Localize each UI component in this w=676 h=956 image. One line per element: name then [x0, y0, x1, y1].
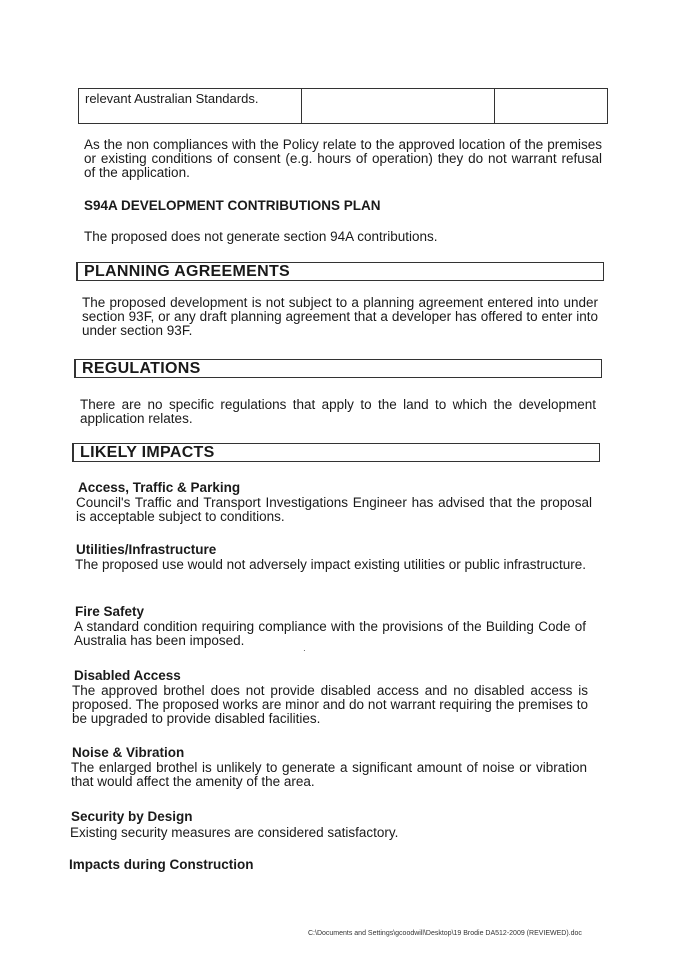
impact-heading: Impacts during Construction	[69, 857, 254, 872]
regulations-section-header	[74, 359, 602, 378]
table-cell	[302, 89, 495, 124]
impact-heading: Utilities/Infrastructure	[76, 542, 217, 557]
planning-agreements-paragraph: The proposed development is not subject to a planning agreement entered into under section 93F, or any draft planning agreement that a developer has offered to enter into under section 93F.	[82, 295, 598, 338]
impact-text: The enlarged brothel is unlikely to generate a significant amount of noise or vibration that would affect the amenity of the area.	[71, 760, 587, 789]
planning-agreements-section-header	[76, 262, 604, 281]
non-compliance-paragraph: As the non compliances with the Policy relate to the approved location of the premises or existing conditions of consent (e.g. hours of operation) they do not warrant refusal of the application.	[84, 137, 602, 180]
s94a-paragraph: The proposed does not generate section 94A contributions.	[84, 229, 438, 244]
impact-text: A standard condition requiring compliance with the provisions of the Building Code of Australia has been imposed.	[74, 619, 586, 648]
impact-heading: Access, Traffic & Parking	[78, 480, 241, 495]
likely-impacts-section-header	[72, 443, 600, 462]
planning-agreements-title: PLANNING AGREEMENTS	[84, 263, 291, 280]
regulations-title: REGULATIONS	[82, 360, 201, 377]
impact-text: The proposed use would not adversely impact existing utilities or public infrastructure.	[75, 557, 587, 572]
impact-text: Existing security measures are considered satisfactory.	[70, 825, 399, 840]
impact-heading: Fire Safety	[75, 604, 145, 619]
likely-impacts-title: LIKELY IMPACTS	[80, 444, 215, 461]
stray-dot-mark: ·	[303, 646, 306, 655]
s94a-heading: S94A DEVELOPMENT CONTRIBUTIONS PLAN	[84, 198, 381, 213]
impact-heading: Noise & Vibration	[72, 745, 185, 760]
footer-file-path: C:\Documents and Settings\gcoodwill\Desktop\19 Brodie DA512-2009 (REVIEWED).doc	[308, 930, 582, 937]
impact-text: Council's Traffic and Transport Investigations Engineer has advised that the proposal is acceptable subject to conditions.	[76, 495, 592, 524]
impact-heading: Security by Design	[71, 809, 193, 824]
table-cell	[495, 89, 608, 124]
table-cell: relevant Australian Standards.	[79, 89, 302, 124]
top-table	[78, 88, 608, 124]
impact-heading: Disabled Access	[74, 668, 181, 683]
impact-text: The approved brothel does not provide disabled access and no disabled access is proposed. The proposed works are minor and do not warrant requiring the premises to be upgraded to provide disabled facilities.	[72, 683, 588, 726]
regulations-paragraph: There are no specific regulations that apply to the land to which the development application relates.	[80, 397, 596, 426]
